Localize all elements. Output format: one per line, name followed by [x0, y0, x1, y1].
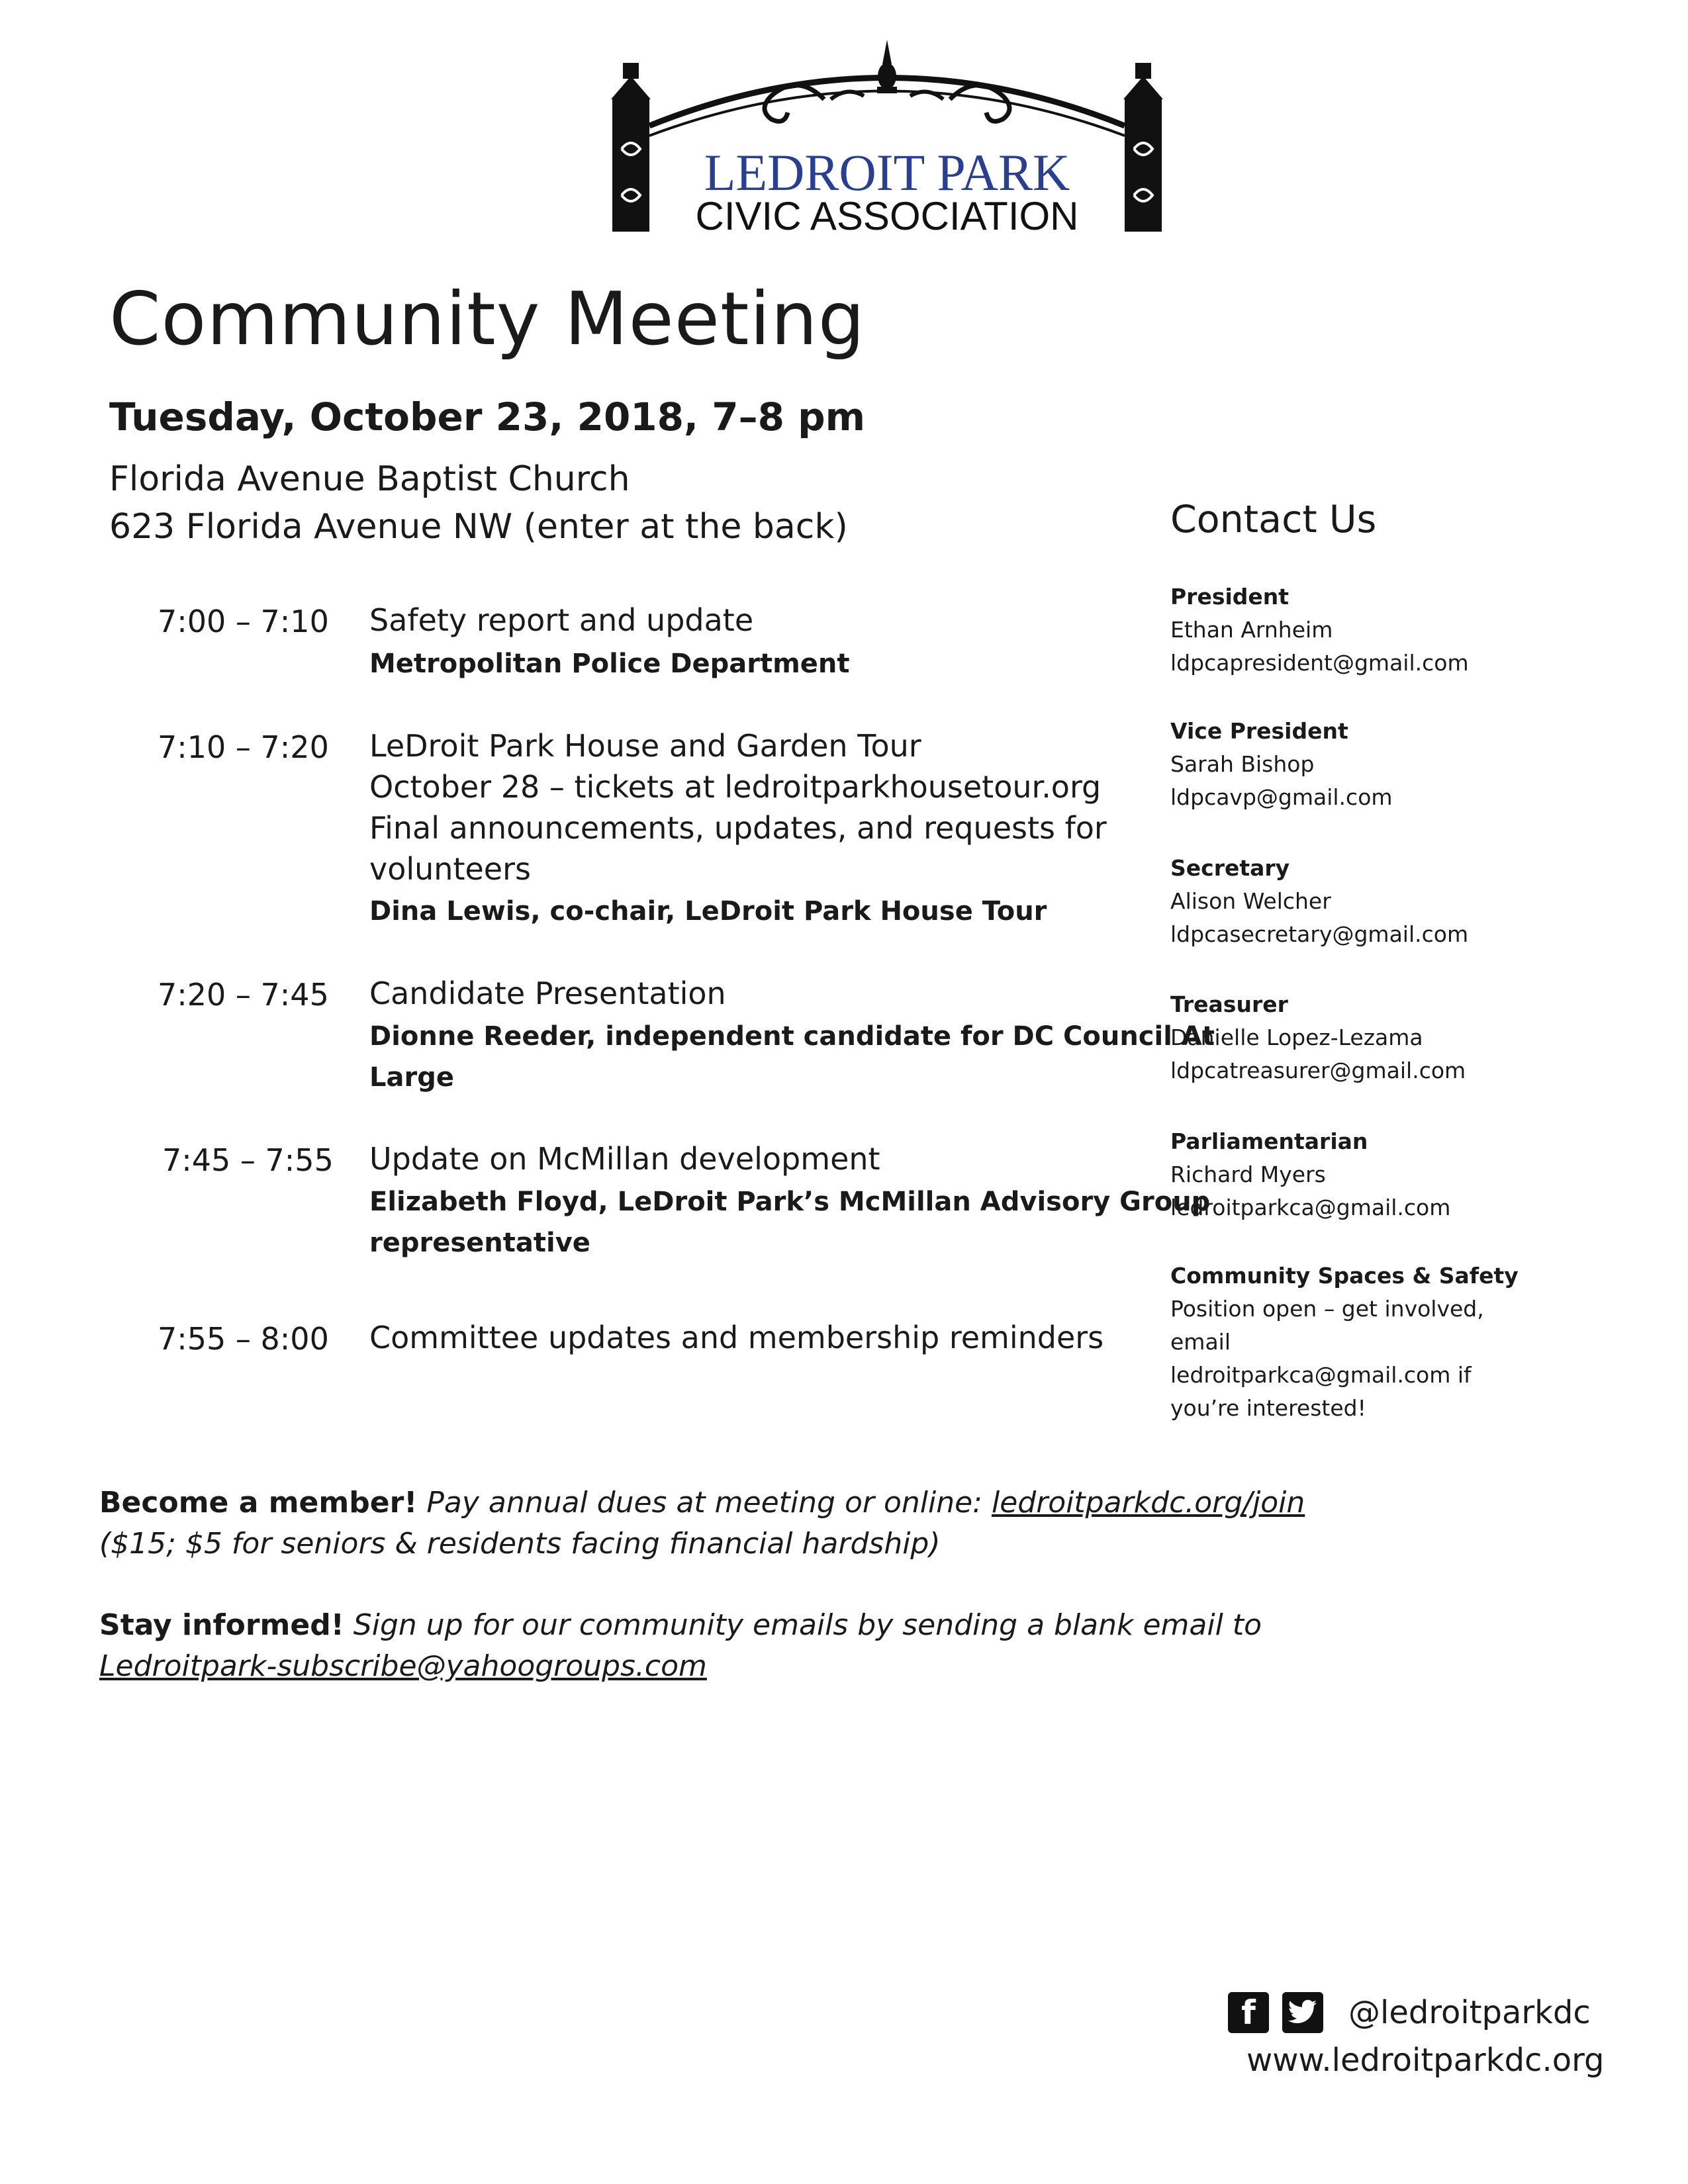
agenda-topic: Candidate Presentation [369, 976, 726, 1011]
agenda-presenter: Metropolitan Police Department [369, 649, 850, 679]
membership-link[interactable]: ledroitparkdc.org/join [991, 1486, 1305, 1520]
agenda-topic: Committee updates and membership reminders [369, 1320, 1104, 1355]
open-position-text: you’re interested! [1170, 1395, 1366, 1421]
open-position-text: email [1170, 1329, 1231, 1355]
agenda-topic-line: October 28 – tickets at ledroitparkhousetour.org [369, 769, 1102, 805]
meeting-date: Tuesday, October 23, 2018, 7–8 pm [109, 394, 866, 439]
subscribe-link-row [99, 1649, 707, 1683]
officer-name: Sarah Bishop [1170, 751, 1315, 777]
agenda-topic: Safety report and update [369, 602, 754, 638]
agenda-presenter-line: representative [369, 1228, 590, 1258]
logo [606, 36, 1168, 238]
social-handle[interactable]: @ledroitparkdc [1348, 1994, 1591, 2031]
membership-dues: ($15; $5 for seniors & residents facing financial hardship) [99, 1527, 941, 1561]
membership-note [99, 1486, 1305, 1520]
agenda-time: 7:45 – 7:55 [162, 1142, 334, 1178]
subscribe-note [99, 1608, 1262, 1642]
agenda-topic: Update on McMillan development [369, 1141, 880, 1177]
officer-name: Richard Myers [1170, 1161, 1326, 1187]
agenda-presenter: Elizabeth Floyd, LeDroit Park’s McMillan Advisory Group [369, 1187, 1211, 1217]
open-position-role: Community Spaces & Safety [1170, 1263, 1519, 1289]
twitter-icon[interactable] [1282, 1992, 1323, 2033]
officer-email[interactable]: ledroitparkca@gmail.com [1170, 1195, 1451, 1220]
agenda-topic: LeDroit Park House and Garden Tour [369, 728, 921, 764]
officer-role: President [1170, 584, 1289, 610]
agenda-time: 7:10 – 7:20 [158, 729, 329, 765]
website-link[interactable]: www.ledroitparkdc.org [1246, 2042, 1605, 2079]
officer-email[interactable]: ldpcatreasurer@gmail.com [1170, 1058, 1466, 1083]
agenda-presenter: Dionne Reeder, independent candidate for DC Council At [369, 1021, 1215, 1052]
open-position-text: ledroitparkca@gmail.com if [1170, 1362, 1472, 1388]
officer-email[interactable]: ldpcavp@gmail.com [1170, 784, 1393, 810]
logo-line2: CIVIC ASSOCIATION [695, 194, 1079, 238]
officer-name: Alison Welcher [1170, 888, 1331, 914]
subscribe-lead: Stay informed! [99, 1608, 344, 1642]
subscribe-text: Sign up for our community emails by sending a blank email to [344, 1608, 1262, 1642]
agenda-time: 7:20 – 7:45 [158, 977, 329, 1013]
officer-role: Secretary [1170, 855, 1290, 881]
officer-role: Vice President [1170, 718, 1348, 744]
agenda-topic-line: volunteers [369, 851, 531, 887]
open-position-text: Position open – get involved, [1170, 1296, 1484, 1322]
membership-lead: Become a member! [99, 1486, 418, 1520]
facebook-icon[interactable]: f [1228, 1992, 1269, 2033]
officer-role: Treasurer [1170, 991, 1288, 1017]
agenda-presenter-line: Large [369, 1062, 454, 1093]
agenda-presenter: Dina Lewis, co-chair, LeDroit Park House Tour [369, 896, 1047, 927]
officer-name: Danielle Lopez-Lezama [1170, 1024, 1423, 1050]
officer-email[interactable]: ldpcapresident@gmail.com [1170, 650, 1469, 676]
agenda-time: 7:00 – 7:10 [158, 604, 329, 639]
page-title: Community Meeting [109, 277, 866, 362]
officer-role: Parliamentarian [1170, 1128, 1368, 1154]
subscribe-link[interactable]: Ledroitpark-subscribe@yahoogroups.com [99, 1649, 707, 1683]
venue-name: Florida Avenue Baptist Church [109, 459, 630, 499]
contact-heading: Contact Us [1170, 498, 1377, 541]
logo-line1: LEDROIT PARK [704, 144, 1070, 201]
officer-email[interactable]: ldpcasecretary@gmail.com [1170, 921, 1469, 947]
social-links [1228, 1992, 1591, 2033]
officer-name: Ethan Arnheim [1170, 617, 1333, 643]
agenda-topic-line: Final announcements, updates, and requests for [369, 810, 1107, 846]
membership-text: Pay annual dues at meeting or online: [417, 1486, 992, 1520]
venue-address: 623 Florida Avenue NW (enter at the back) [109, 507, 848, 547]
agenda-time: 7:55 – 8:00 [158, 1321, 329, 1357]
